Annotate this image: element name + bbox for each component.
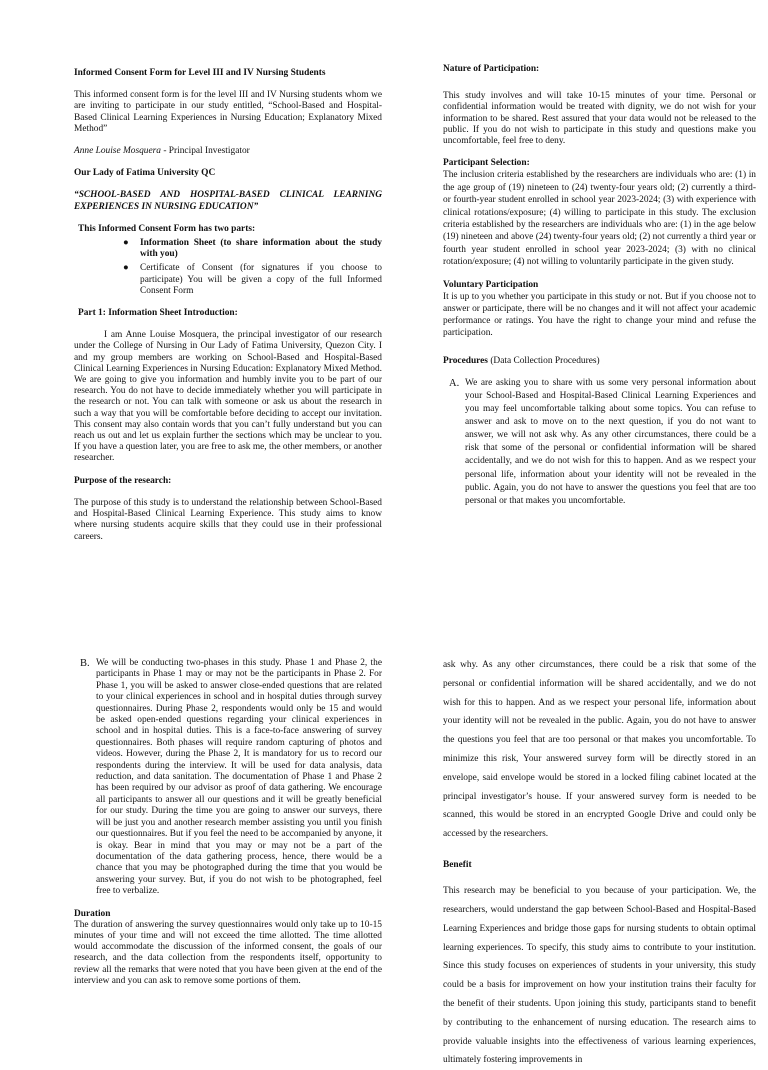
page1-right-column (443, 64, 756, 508)
investigator-role: - Principal Investigator (160, 146, 250, 157)
part1-heading: Part 1: Information Sheet Introduction: (78, 308, 238, 319)
procedures-heading: Procedures (443, 355, 488, 366)
purpose-heading: Purpose of the research: (74, 475, 172, 486)
document-page-2 (0, 640, 768, 1066)
procedure-a (443, 377, 756, 508)
voluntary-heading: Voluntary Participation (443, 279, 539, 290)
page2-left-column (74, 658, 382, 987)
selection-body: The inclusion criteria established by the researchers are individuals who are: (1) in the age group of (19) nineteen to (24) twenty-four years old; (2) currently a third- or fourth-year student enrolled in school year 2023-2024; (3) with experience with clinical rotations/exposure; (4) willing to participate in this study. The exclusion criteria established by the researchers are individuals who are: (1) in the age below (19) nineteen and above (24) twenty-four years old; (2) not currently a third year or fourth year student enrolled in school year 2023-2024; (3) with no clinical rotation/exposure; (4) not willing to voluntarily participate in the given study. (443, 170, 756, 268)
part-label: Certificate of Consent (for signatures if you choose to participate) You will be given a copy of the full Informed Consent Form (140, 263, 382, 296)
duration-heading: Duration (74, 908, 111, 919)
investigator-line (74, 146, 382, 157)
page1-left-column (74, 68, 382, 543)
procedures-heading-line (443, 356, 756, 367)
part1-body: I am Anne Louise Mosquera, the principal investigator of our research under the College of Nursing in Our Lady of Fatima University, Quezon City. I and my group members are working on School-Based and Hospital-Based Clinical Learning Experiences in Nursing Education: Explanatory Mixed Method. We are going to give you information and humbly invite you to be part of our research. You do not have to decide immediately whether you will participate in the research or not. You can talk with someone or ask us about the research in such a way that you will be comfortable before deciding to accept our invitation. This consent may also contain words that you can’t fully understand but you can reach us out and let us explain further the sections which may be unclear to you. If you have a question later, you are free to ask me, the other members, or another researcher. (74, 330, 382, 464)
procedure-b (74, 658, 382, 898)
bullet-icon: ● (123, 238, 129, 249)
procedure-b-letter: B. (80, 658, 90, 669)
benefit-heading: Benefit (443, 859, 472, 870)
procedure-b-body: We will be conducting two-phases in this study. Phase 1 and Phase 2, the participants in Phase 1 may or may not be the participants in Phase 2. For Phase 1, you will be asked to answer close-ended questions that are related to your clinical experiences in school and in hospital duties through survey questionnaires. During Phase 2, respondents would only be 15 and would be asked open-ended questions regarding your clinical experiences in school and in hospital duties. This is a face-to-face answering of survey questionnaires. Both phases will require random capturing of photos and videos. However, during the Phase 2, It is mandatory for us to record our respondents during the interview. It will be used for data analysis, data reduction, and data sanitation. The documentation of Phase 1 and Phase 2 has been required by our advisor as proof of data gathering. We encourage all participants to answer all our questions and it will be greatly beneficial for our study. During the time you are going to answer our surveys, there will be just you and another research member assisting you until you finish our questionnaires. But if you feel the need to be accompanied by anyone, it is okay. Bear in mind that you may or may not be a part of the documentation of the data gathering process, hence, there would be a chance that you may be photographed during the time that you would be answering your survey. But, if you do not wish to be photographed, feel free to verbalize. (96, 658, 382, 897)
bullet-icon: ● (123, 263, 129, 274)
duration-body: The duration of answering the survey questionnaires would only take up to 10-15 minutes of your time and will not exceed the time allotted. The time allotted would accommodate the discussion of the informed consent, the goals of our research, and the data collection from the respondents itself, opportunity to review all the remarks that were noted that you have been given at the end of the interview and you can ask to remove some portions of them. (74, 919, 382, 986)
procedures-subheading: (Data Collection Procedures) (487, 355, 600, 366)
nature-body: This study involves and will take 10-15 minutes of your time. Personal or confidential information would be treated with dignity, we do not wish for your information to be shared. Rest assured that your data would not be released to the public. If you do not wish to participate in this study and questions make you uncomfortable, feel free to deny. (443, 91, 756, 147)
voluntary-body: It is up to you whether you participate in this study or not. But if you choose not to answer or participate, there will be no changes and it will not affect your academic performance or ratings. You have the right to change your mind and refuse the participation. (443, 291, 756, 339)
procedure-a-letter: A. (449, 377, 460, 389)
university-name: Our Lady of Fatima University QC (74, 168, 216, 179)
parts-heading: This Informed Consent Form has two parts: (78, 223, 256, 234)
purpose-body: The purpose of this study is to understand the relationship between School-Based and Hospital-Based Clinical Learning Experience. This study aims to know where nursing students acquire skills that they could use in their professional careers. (74, 497, 382, 542)
investigator-name: Anne Louise Mosquera (74, 146, 161, 157)
nature-heading: Nature of Participation: (443, 64, 540, 74)
page2-right-column (443, 656, 756, 1070)
study-title: “SCHOOL-BASED AND HOSPITAL-BASED CLINICAL LEARNING EXPERIENCES IN NURSING EDUCATION” (74, 190, 382, 212)
benefit-body: This research may be beneficial to you because of your participation. We, the researchers, would understand the gap between School-Based and Hospital-Based Learning Experiences and bridge those gaps for nursing students to obtain optimal learning experiences. To specify, this study aims to contribute to your institution. Since this study focuses on experiences of students in your university, this study could be a basis for improvement on how your institution trains their faculty for the benefit of their students. Upon joining this study, participants stand to benefit by contributing to the enhancement of nursing education. The research aims to provide valuable insights into the effectiveness of various learning experiences, ultimately fostering improvements in (443, 886, 756, 1066)
form-title: Informed Consent Form for Level III and IV Nursing Students (74, 68, 326, 78)
parts-list (74, 238, 382, 297)
part-label: Information Sheet (to share information about the study with you) (140, 238, 382, 260)
procedure-a-continued: ask why. As any other circumstances, there could be a risk that some of the personal or confidential information will be shared accidentally, and we do not wish for this to happen. And as we respect your personal life, information about your identity will not be revealed in the public. Again, you do not have to answer the questions you feel that are too personal or that makes you uncomfortable. To minimize this risk, Your answered survey form will be directly stored in an envelope, said envelope would be stored in a locked filing cabinet located at the principal investigator’s house. If your answered survey form is needed to be scanned, this would be stored in an encrypted Google Drive and could only be accessed by the researchers. (443, 660, 756, 840)
list-item (74, 238, 382, 260)
procedure-a-body: We are asking you to share with us some very personal information about your School-Based and Hospital-Based Clinical Learning Experiences and you may feel uncomfortable talking about some topics. You can refuse to answer and ask to move on to the next question, if you do not want to answer, we will not ask why. As any other circumstances, there could be a risk that some of the personal or confidential information will be shared accidentally, and we do not wish for this to happen. And as we respect your personal life, information about your identity will not be revealed in the public. Again, you do not have to answer the questions you feel that are too personal or that makes you uncomfortable. (465, 377, 756, 506)
intro-paragraph: This informed consent form is for the level III and IV Nursing students whom we are inviting to participate in our study entitled, “School-Based and Hospital-Based Clinical Learning Experiences in Nursing Education; Explanatory Mixed Method” (74, 90, 382, 134)
list-item (74, 263, 382, 297)
selection-heading: Participant Selection: (443, 158, 530, 169)
